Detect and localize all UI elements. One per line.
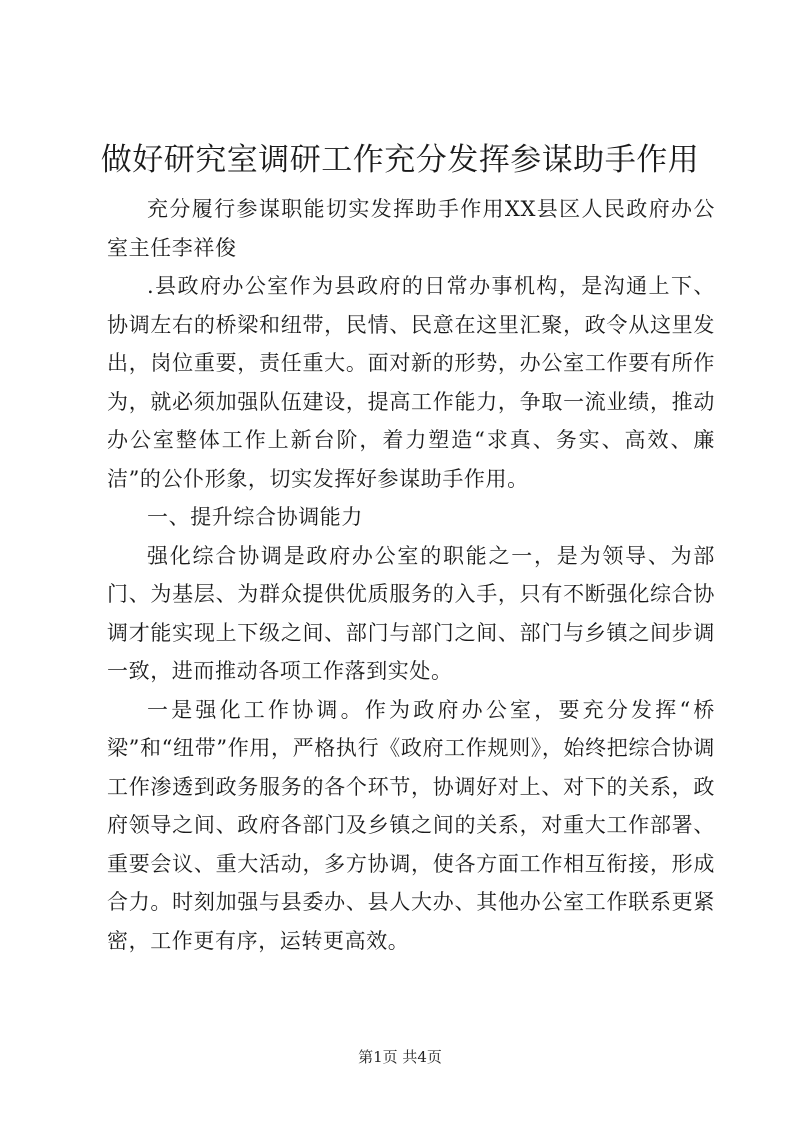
body-paragraph: 一是强化工作协调。作为政府办公室，要充分发挥“桥梁”和“纽带”作用，严格执行《政府工作规则》，始终把综合协调工作渗透到政务服务的各个环节，协调好对上、对下的关系，政府领导之间、政府各部门及乡镇之间的关系，对重大工作部署、重要会议、重大活动，多方协调，使各方面工作相互衔接，形成合力。时刻加强与县委办、县人大办、其他办公室工作联系更紧密，工作更有序，运转更高效。 (107, 697, 715, 953)
document-title: 做好研究室调研工作充分发挥参谋助手作用 (100, 142, 700, 178)
author-line: 充分履行参谋职能切实发挥助手作用XX县区人民政府办公室主任李祥俊 (107, 197, 715, 260)
body-paragraph: 强化综合协调是政府办公室的职能之一，是为领导、为部门、为基层、为群众提供优质服务的入手，只有不断强化综合协调才能实现上下级之间、部门与部门之间、部门与乡镇之间步调一致，进而推动各项工作落到实处。 (107, 543, 715, 683)
intro-paragraph: .县政府办公室作为县政府的日常办事机构，是沟通上下、协调左右的桥梁和纽带，民情、民意在这里汇聚，政令从这里发出，岗位重要，责任重大。面对新的形势，办公室工作要有所作为，就必须加强队伍建设，提高工作能力，争取一流业绩，推动办公室整体工作上新台阶，着力塑造“求真、务实、高效、廉洁”的公仆形象，切实发挥好参谋助手作用。 (107, 274, 715, 491)
document-body (107, 190, 715, 960)
section-heading: 一、提升综合协调能力 (147, 505, 363, 529)
page-number-footer: 第1页 共4页 (358, 1048, 442, 1066)
